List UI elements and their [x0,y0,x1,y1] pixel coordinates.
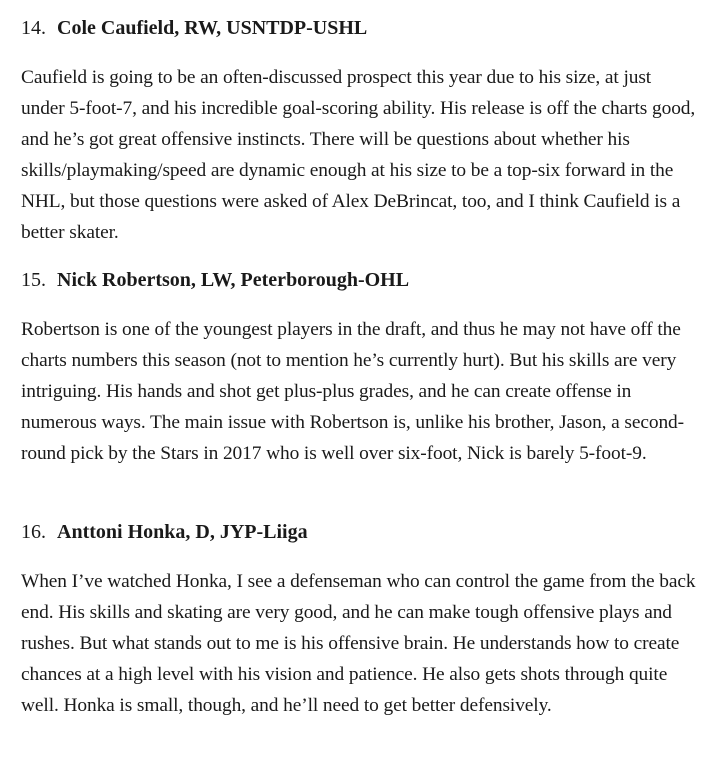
prospect-heading [21,266,409,294]
prospect-description: When I’ve watched Honka, I see a defenseman who can control the game from the back end. His skills and skating are very good, and he can make tough offensive plays and rushes. But what stands out to me is his offensive brain. He understands how to create chances at a high level with his vision and patience. He also gets shots through quite well. Honka is small, though, and he’ll need to get better defensively. [21,571,696,716]
prospect-name: Nick Robertson, LW, Peterborough-OHL [57,269,410,291]
prospect-name: Anttoni Honka, D, JYP-Liiga [57,521,308,543]
prospect-description: Robertson is one of the youngest players in the draft, and thus he may not have off the charts numbers this season (not to mention he’s currently hurt). But his skills are very intriguing. His hands and shot get plus-plus grades, and he can create offense in numerous ways. The main issue with Robertson is, unlike his brother, Jason, a second-round pick by the Stars in 2017 who is well over six-foot, Nick is barely 5-foot-9. [21,319,685,464]
prospect-heading [21,518,308,546]
prospect-name: Cole Caufield, RW, USNTDP-USHL [57,17,368,39]
prospect-rank: 15. [21,269,46,291]
prospect-description: Caufield is going to be an often-discussed prospect this year due to his size, at just under 5-foot-7, and his incredible goal-scoring ability. His release is off the charts good, and he’s got great offensive instincts. There will be questions about whether his skills/playmaking/speed are dynamic enough at his size to be a top-six forward in the NHL, but those questions were asked of Alex DeBrincat, too, and I think Caufield is a better skater. [21,67,696,243]
prospect-rank: 14. [21,17,46,39]
prospect-heading [21,14,367,42]
prospect-rank: 16. [21,521,46,543]
